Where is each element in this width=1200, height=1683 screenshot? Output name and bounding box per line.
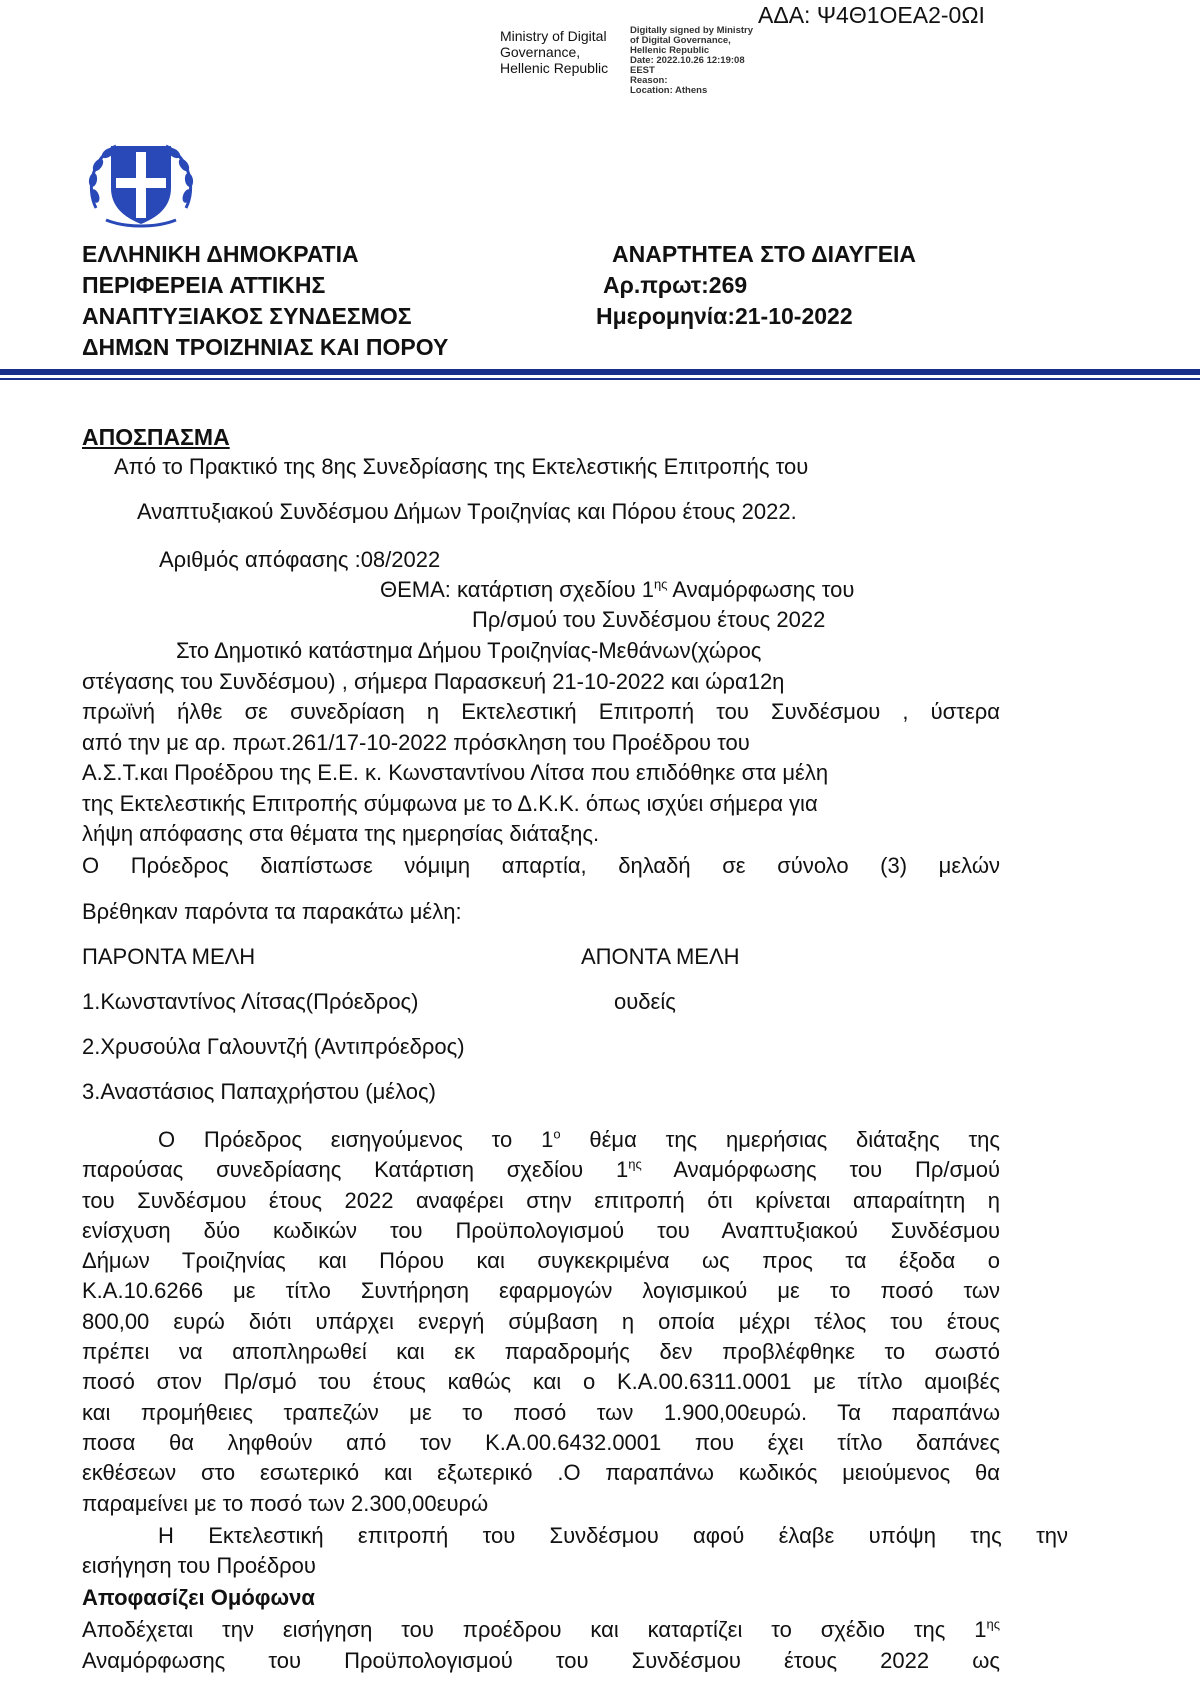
paragraph-line: Αναμόρφωσης του Προϋπολογισμού του Συνδέσμου έτους 2022 ως (82, 1648, 1000, 1673)
present-members-heading: ΠΑΡΟΝΤΑ ΜΕΛΗ (82, 944, 256, 969)
paragraph-line: Στο Δημοτικό κατάστημα Δήμου Τροιζηνίας-Μεθάνων(χώρος (176, 638, 762, 663)
absent-value: ουδείς (614, 989, 676, 1014)
paragraph-line: πρωϊνή ήλθε σε συνεδρίαση η Εκτελεστική Επιτροπή του Συνδέσμου , ύστερα (82, 699, 1000, 724)
member-item: 2.Χρυσούλα Γαλουντζή (Αντιπρόεδρος) (82, 1034, 465, 1059)
superscript: ης (653, 576, 668, 592)
paragraph-proposal (82, 1125, 1000, 1519)
paragraph-line: παρούσας συνεδρίασης Κατάρτιση σχεδίου $1^{\eta\varsigma}$ Αναμόρφωσης του Πρ/σμού (82, 1156, 1000, 1183)
paragraph-line: ποσό στον Πρ/σμό του έτους καθώς και ο Κ.Α.00.6311.0001 με τίτλο αμοιβές (82, 1369, 1000, 1395)
header-left-line: ΔΗΜΩΝ ΤΡΟΙΖΗΝΙΑΣ ΚΑΙ ΠΟΡΟΥ (82, 334, 449, 360)
header-rule-thin (0, 378, 1200, 380)
absent-members-heading: ΑΠΟΝΤΑ ΜΕΛΗ (581, 944, 740, 969)
signature-detail-line: Hellenic Republic (630, 45, 710, 56)
publish-note: ΑΝΑΡΤΗΤΕΑ ΣΤΟ ΔΙΑΥΓΕΙΑ (612, 241, 917, 267)
header-left-line: ΑΝΑΠΤΥΞΙΑΚΟΣ ΣΥΝΔΕΣΜΟΣ (82, 303, 412, 329)
header-left-line: ΠΕΡΙΦΕΡΕΙΑ ΑΤΤΙΚΗΣ (82, 272, 326, 298)
paragraph-line: της Εκτελεστικής Επιτροπής σύμφωνα με το Δ.Κ.Κ. όπως ισχύει σήμερα για (82, 790, 818, 816)
signature-org (500, 28, 608, 76)
decision-heading: Αποφασίζει Ομόφωνα (82, 1585, 315, 1610)
signature-detail-line: Digitally signed by Ministry (630, 25, 753, 36)
signature-detail-line: EEST (630, 65, 655, 76)
document-title: ΑΠΟΣΠΑΣΜΑ (82, 424, 230, 450)
paragraph-line: ενίσχυση δύο κωδικών του Προϋπολογισμού του Αναπτυξιακού Συνδέσμου (82, 1217, 1000, 1243)
signature-org-line: Hellenic Republic (500, 60, 609, 76)
member-item: 1.Κωνσταντίνος Λίτσας(Πρόεδρος) (82, 989, 419, 1014)
ada-code: ΑΔΑ: Ψ4Θ1ΟΕΑ2-0ΩΙ (758, 2, 985, 28)
quorum-line: Ο Πρόεδρος διαπίστωσε νόμιμη απαρτία, δηλαδή σε σύνολο (3) μελών (82, 853, 1000, 878)
hellenic-republic-emblem-icon (86, 138, 196, 230)
paragraph-line: Αποδέχεται την εισήγηση του προέδρου και καταρτίζει το σχέδιο της $1^{\eta\varsigma}$ (82, 1616, 1000, 1642)
subject-line (380, 575, 854, 605)
paragraph-decision (82, 1614, 1000, 1676)
paragraph-line: 800,00 ευρώ διότι υπάρχει ενεργή σύμβαση η οποία μέχρι τέλος του έτους (82, 1308, 1000, 1334)
subject-line: Πρ/σμού του Συνδέσμου έτους 2022 (472, 607, 826, 632)
paragraph-line: Δήμων Τροιζηνίας και Πόρου και συγκεκριμένα ως προς τα έξοδα ο (82, 1248, 1000, 1274)
header-left-line: ΕΛΛΗΝΙΚΗ ΔΗΜΟΚΡΑΤΙΑ (82, 241, 359, 267)
paragraph-line: πρέπει να αποπληρωθεί και εκ παραδρομής δεν προβλέφθηκε το σωστό (82, 1339, 1000, 1365)
paragraph-line: λήψη απόφασης στα θέματα της ημερησίας διάταξης. (82, 821, 600, 846)
paragraph-line: παραμείνει με το ποσό των 2.300,00ευρώ (82, 1490, 489, 1516)
paragraph-line: Ο Πρόεδρος εισηγούμενος το $1^o$ θέμα της ημερήσιας διάταξης της (158, 1126, 1001, 1152)
signature-org-line: Ministry of Digital (500, 28, 607, 44)
intro-line: Αναπτυξιακού Συνδέσμου Δήμων Τροιζηνίας και Πόρου έτους 2022. (137, 499, 797, 524)
signature-org-line: Governance, (500, 44, 581, 60)
subject-text: Αναμόρφωσης του (667, 577, 855, 602)
present-intro: Βρέθηκαν παρόντα τα παρακάτω μέλη: (82, 899, 462, 924)
header-left (82, 239, 448, 363)
paragraph-line: ποσα θα ληφθούν από τον Κ.Α.00.6432.0001 που έχει τίτλο δαπάνες (82, 1429, 1000, 1455)
intro-line: Από το Πρακτικό της 8ης Συνεδρίασης της Εκτελεστικής Επιτροπής του (114, 454, 809, 479)
member-item: 3.Αναστάσιος Παπαχρήστου (μέλος) (82, 1079, 436, 1104)
protocol-number: Αρ.πρωτ:269 (603, 272, 748, 298)
signature-details (630, 26, 753, 96)
paragraph-line: Κ.Α.10.6266 με τίτλο Συντήρηση εφαρμογών λογισμικού με το ποσό των (82, 1278, 1000, 1304)
paragraph-line: από την με αρ. πρωτ.261/17-10-2022 πρόσκληση του Προέδρου του (82, 729, 750, 755)
committee-line: εισήγηση του Προέδρου (82, 1553, 316, 1578)
committee-line: Η Εκτελεστική επιτροπή του Συνδέσμου αφού έλαβε υπόψη της την (158, 1523, 1068, 1548)
header-date: Ημερομηνία:21-10-2022 (596, 303, 853, 329)
paragraph-line: Α.Σ.Τ.και Προέδρου της Ε.Ε. κ. Κωνσταντίνου Λίτσα που επιδόθηκε στα μέλη (82, 760, 829, 785)
paragraph-line: στέγασης του Συνδέσμου) , σήμερα Παρασκευή 21-10-2022 και ώρα12η (82, 668, 785, 694)
subject-text: ΘΕΜΑ: κατάρτιση σχεδίου 1 (380, 577, 654, 602)
signature-detail-line: Reason: (630, 75, 668, 86)
signature-detail-line: Location: Athens (630, 85, 708, 96)
paragraph-session (82, 636, 1000, 850)
paragraph-line: εκθέσεων στο εσωτερικό και εξωτερικό .Ο παραπάνω κωδικός μειούμενος θα (82, 1460, 1000, 1486)
paragraph-line: του Συνδέσμου έτους 2022 αναφέρει στην επιτροπή ότι κρίνεται απαραίτητη η (82, 1187, 1000, 1213)
paragraph-line: και προμήθειες τραπεζών με το ποσό των 1.900,00ευρώ. Τα παραπάνω (82, 1399, 1000, 1425)
signature-detail-line: of Digital Governance, (630, 35, 731, 46)
header-rule-thick (0, 369, 1200, 375)
signature-detail-line: Date: 2022.10.26 12:19:08 (630, 55, 745, 66)
decision-number: Αριθμός απόφασης :08/2022 (159, 547, 441, 572)
